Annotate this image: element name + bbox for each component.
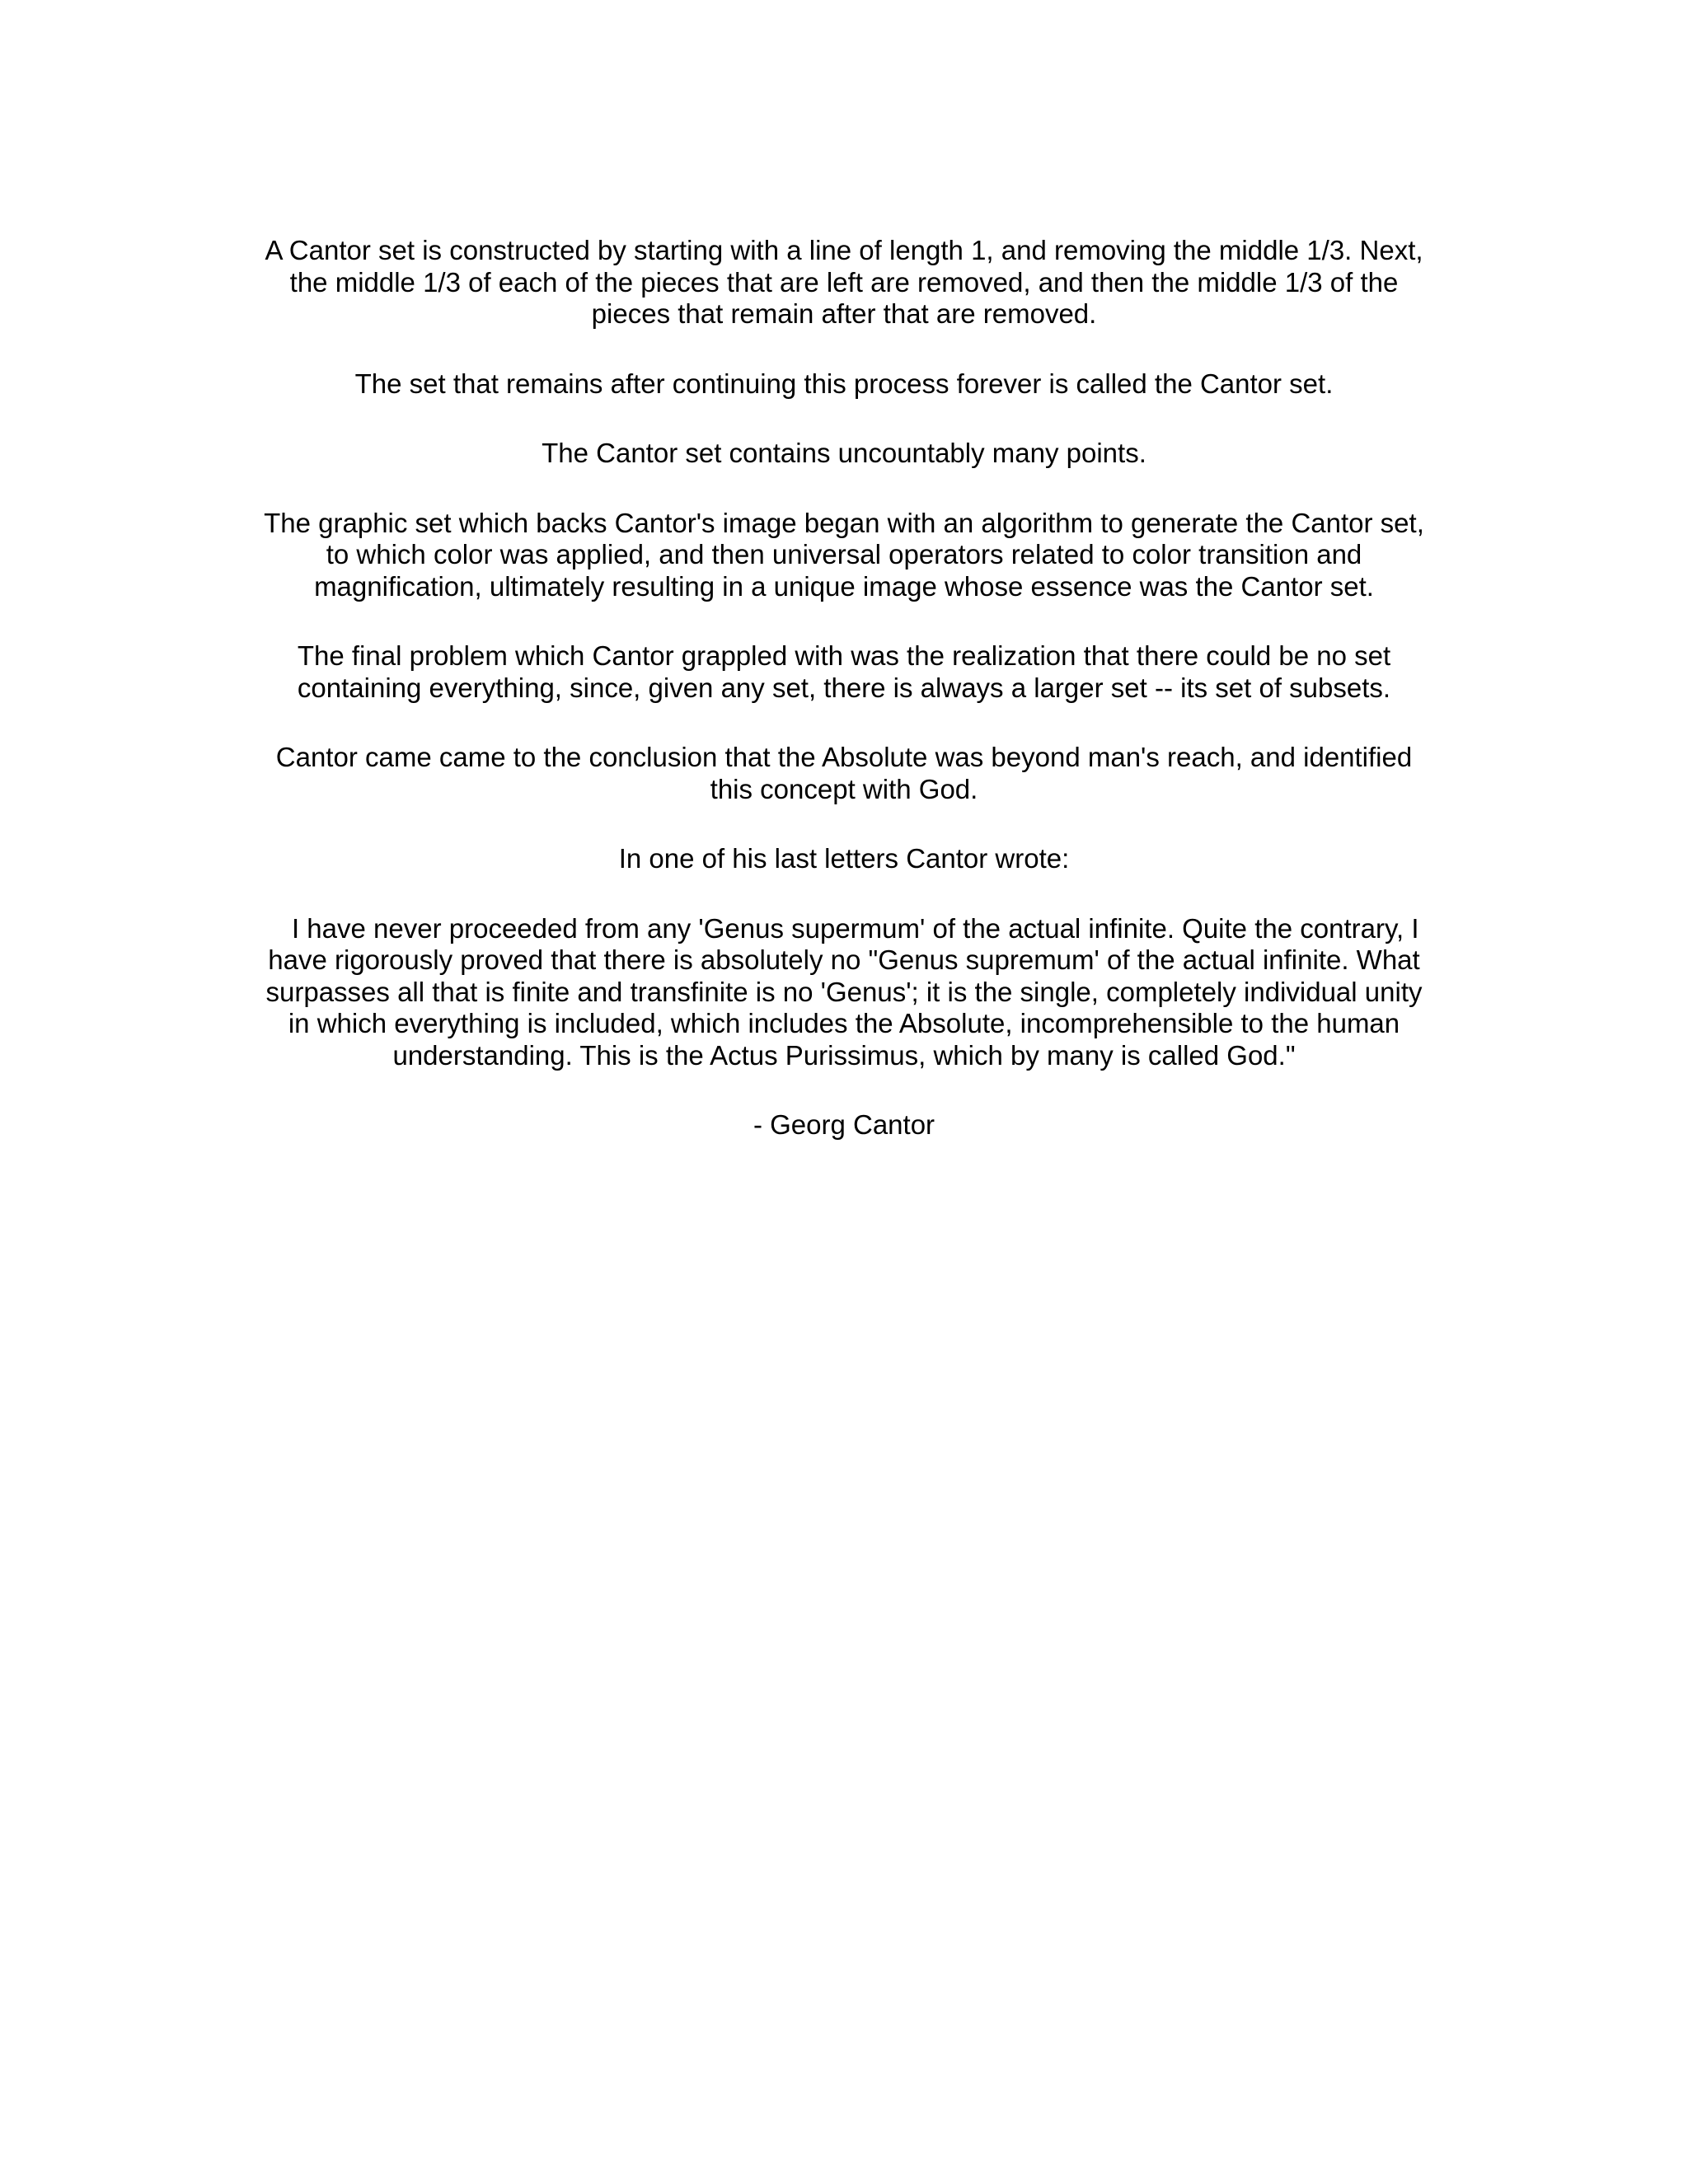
paragraph-final-problem bbox=[247, 640, 1441, 704]
text-line: - Georg Cantor bbox=[753, 1109, 935, 1140]
document-body bbox=[247, 235, 1441, 1179]
paragraph-absolute bbox=[247, 742, 1441, 805]
text-line: pieces that remain after that are removed. bbox=[591, 298, 1097, 329]
text-line: I have never proceeded from any 'Genus supermum' of the actual infinite. Quite the contrary, I bbox=[269, 912, 1419, 944]
text-line: The set that remains after continuing this process forever is called the Cantor set. bbox=[354, 368, 1334, 399]
text-line: The final problem which Cantor grappled with was the realization that there could be no set bbox=[297, 640, 1391, 671]
paragraph-graphic-set bbox=[247, 508, 1441, 603]
text-line: the middle 1/3 of each of the pieces that are left are removed, and then the middle 1/3 of the bbox=[289, 266, 1399, 298]
text-line: In one of his last letters Cantor wrote: bbox=[618, 843, 1070, 874]
paragraph-quote bbox=[247, 913, 1441, 1072]
text-line: surpasses all that is finite and transfinite is no 'Genus'; it is the single, completely individual unity bbox=[265, 976, 1423, 1007]
text-line: Cantor came came to the conclusion that the Absolute was beyond man's reach, and identified bbox=[275, 742, 1413, 772]
text-line: containing everything, since, given any set, there is always a larger set -- its set of subsets. bbox=[297, 672, 1391, 703]
text-line: to which color was applied, and then universal operators related to color transition and bbox=[326, 539, 1362, 569]
text-line: in which everything is included, which includes the Absolute, incomprehensible to the human bbox=[288, 1008, 1400, 1038]
paragraph-cantor-set-definition bbox=[247, 368, 1441, 401]
text-line: understanding. This is the Actus Purissimus, which by many is called God." bbox=[392, 1039, 1296, 1071]
text-line: have rigorously proved that there is absolutely no "Genus supremum' of the actual infinite. What bbox=[268, 944, 1420, 975]
paragraph-last-letters bbox=[247, 843, 1441, 875]
paragraph-uncountable bbox=[247, 438, 1441, 470]
text-line: The graphic set which backs Cantor's image began with an algorithm to generate the Cantor set, bbox=[264, 507, 1424, 538]
paragraph-cantor-construction bbox=[247, 235, 1441, 330]
text-line: A Cantor set is constructed by starting with a line of length 1, and removing the middle 1/3. Next, bbox=[265, 235, 1423, 265]
text-line: The Cantor set contains uncountably many points. bbox=[542, 438, 1146, 468]
attribution bbox=[247, 1109, 1441, 1141]
text-line: this concept with God. bbox=[710, 773, 978, 804]
text-line: magnification, ultimately resulting in a unique image whose essence was the Cantor set. bbox=[314, 570, 1374, 602]
